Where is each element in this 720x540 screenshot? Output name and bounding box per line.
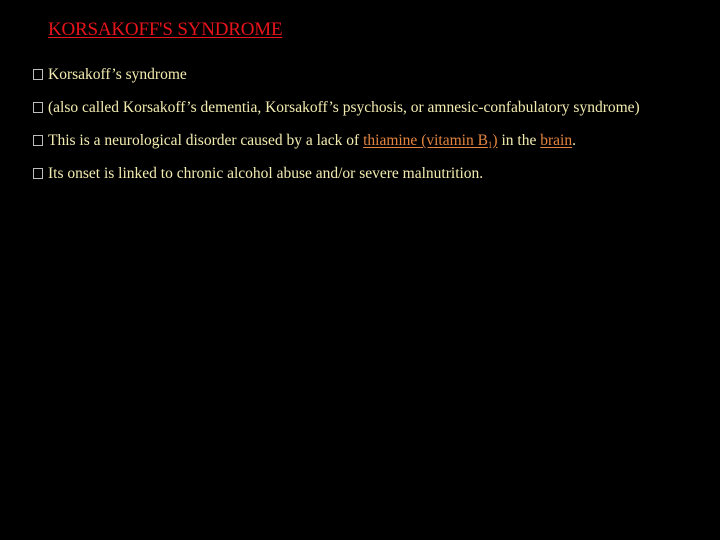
- bullet-text: Korsakoff’s syndrome: [48, 66, 187, 83]
- bullet-item: [33, 99, 713, 132]
- bullet-text-after: .: [572, 132, 576, 149]
- bullet-box-icon: [33, 69, 43, 80]
- thiamine-link-end: ): [492, 132, 498, 149]
- bullet-item: [33, 66, 713, 99]
- bullet-text-before: This is a neurological disorder caused by a lack of: [48, 132, 364, 149]
- bullet-text: Its onset is linked to chronic alcohol abuse and/or severe malnutrition.: [48, 165, 484, 182]
- bullet-box-icon: [33, 168, 43, 179]
- thiamine-link-label: thiamine (vitamin B: [363, 132, 488, 149]
- brain-link[interactable]: brain: [540, 132, 573, 149]
- bullet-text: (also called Korsakoff’s dementia, Korsakoff’s psychosis, or amnesic-confabulatory syndrome): [48, 99, 640, 116]
- slide-title: KORSAKOFF'S SYNDROME: [48, 19, 283, 40]
- thiamine-link[interactable]: [363, 132, 498, 149]
- thiamine-link-subscript: 1: [487, 140, 493, 150]
- bullet-box-icon: [33, 135, 43, 146]
- bullet-item: [33, 132, 713, 165]
- bullet-text: [48, 132, 576, 150]
- bullet-text-middle: in the: [497, 132, 541, 149]
- bullet-item: [33, 165, 713, 198]
- bullet-box-icon: [33, 102, 43, 113]
- bullet-list: [33, 66, 713, 198]
